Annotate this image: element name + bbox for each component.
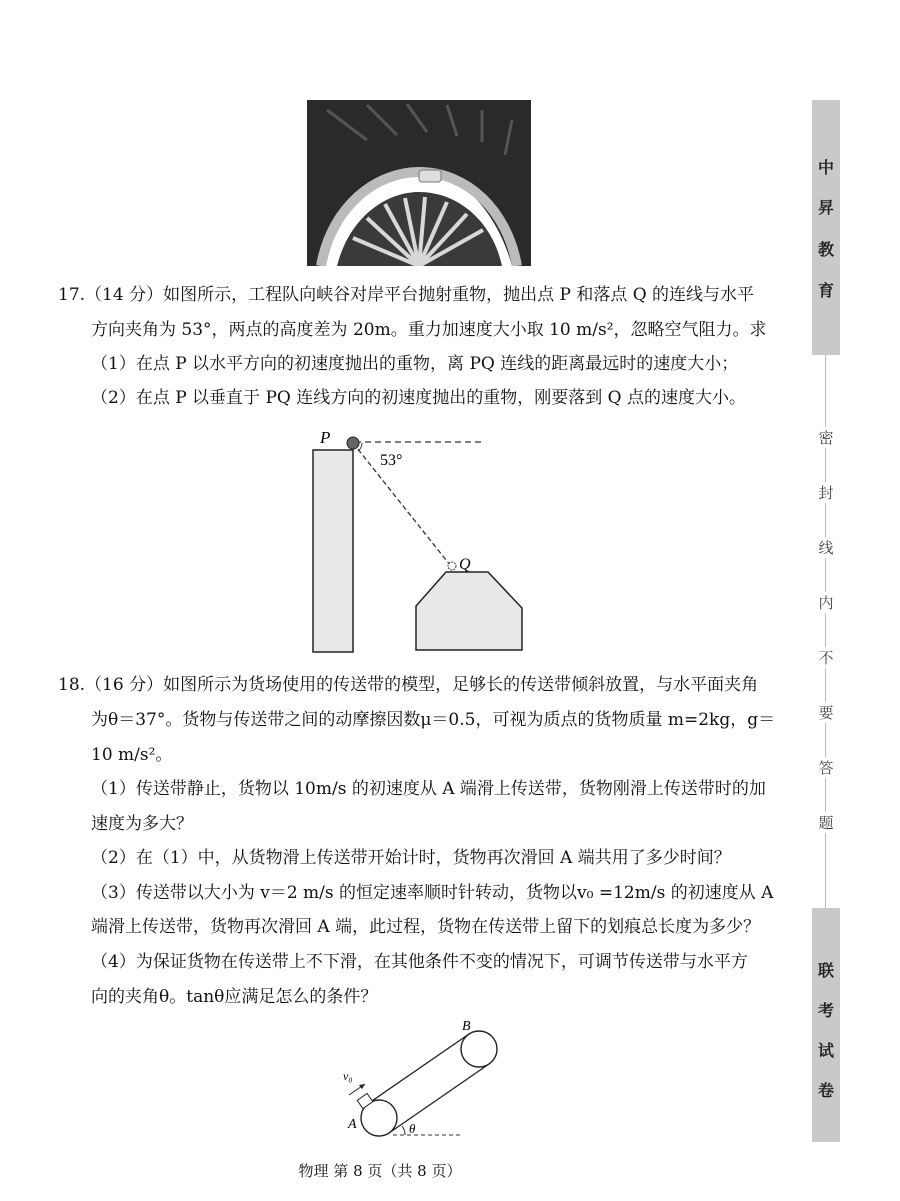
q17-line-3: （1）在点 P 以水平方向的初速度抛出的重物，离 PQ 连线的距离最远时的速度大小； xyxy=(91,354,739,374)
q17-line-2: 方向夹角为 53°，两点的高度差为 20m。重力加速度大小取 10 m/s²，忽略空气阻力。求 xyxy=(91,320,767,340)
label-v0: v₀ xyxy=(343,1069,353,1083)
q18-line-5: 速度为多大？ xyxy=(91,814,193,834)
strip-char: 昇 xyxy=(817,198,834,217)
q18-line-1: 18.（16 分）如图所示为货场使用的传送带的模型，足够长的传送带倾斜放置，与水平面夹角 xyxy=(58,675,759,695)
belt-top xyxy=(369,1034,469,1103)
belt-bottom xyxy=(389,1064,489,1133)
q18-line-10: 向的夹角θ。tanθ应满足怎么的条件？ xyxy=(91,987,378,1007)
label-p: P xyxy=(320,430,331,447)
q18-line-4: （1）传送带静止，货物以 10m/s 的初速度从 A 端滑上传送带，货物刚滑上传送带时的加 xyxy=(91,779,766,799)
q18-line-3: 10 m/s²。 xyxy=(91,745,173,765)
strip-char: 联 xyxy=(817,961,834,980)
q17-figure xyxy=(300,430,540,656)
tire-photo xyxy=(307,100,531,266)
q18-line-7: （3）传送带以大小为 v＝2 m/s 的恒定速率顺时针转动，货物以v₀ =12m/s 的初速度从 A xyxy=(91,883,774,903)
strip-char: 卷 xyxy=(817,1081,834,1100)
point-p xyxy=(347,437,359,449)
q18-line-6: （2）在（1）中，从货物滑上传送带开始计时，货物再次滑回 A 端共用了多少时间？ xyxy=(91,848,731,868)
strip-char: 密 xyxy=(812,427,840,448)
strip-char: 答 xyxy=(812,757,840,778)
theta-arc xyxy=(402,1126,405,1135)
q18-line-2: 为θ＝37°。货物与传送带之间的动摩擦因数μ＝0.5，可视为质点的货物质量 m=2kg，g＝ xyxy=(91,710,776,730)
angle-label: 53° xyxy=(380,452,403,469)
q17-line-4: （2）在点 P 以垂直于 PQ 连线方向的初速度抛出的重物，刚要落到 Q 点的速度大小。 xyxy=(91,388,746,408)
q18-line-9: （4）为保证货物在传送带上不下滑，在其他条件不变的情况下，可调节传送带与水平方 xyxy=(91,952,748,972)
strip-char: 不 xyxy=(812,647,840,668)
strip-char: 题 xyxy=(812,812,840,833)
label-b: B xyxy=(462,1019,471,1034)
strip-char: 封 xyxy=(812,482,840,503)
label-a: A xyxy=(348,1117,357,1132)
right-platform xyxy=(416,572,522,650)
strip-char: 中 xyxy=(817,158,834,177)
side-strip-top-band xyxy=(812,100,840,355)
left-cliff xyxy=(313,450,353,652)
side-strip xyxy=(812,100,840,1142)
q17-line-1: 17.（14 分）如图所示，工程队向峡谷对岸平台抛射重物，抛出点 P 和落点 Q 的连线与水平 xyxy=(58,285,755,305)
strip-char: 内 xyxy=(812,592,840,613)
strip-char: 育 xyxy=(817,281,834,300)
side-strip-bottom-band xyxy=(812,908,840,1142)
q18-line-8: 端滑上传送带，货物再次滑回 A 端，此过程，货物在传送带上留下的划痕总长度为多少？ xyxy=(91,917,761,937)
strip-char: 考 xyxy=(817,1001,834,1020)
strip-char: 线 xyxy=(812,537,840,558)
page-footer: 物理 第 8 页（共 8 页） xyxy=(298,1162,462,1180)
q18-conveyor-figure xyxy=(335,1018,515,1148)
point-q xyxy=(448,562,456,570)
strip-char: 试 xyxy=(817,1041,834,1060)
strip-char: 要 xyxy=(812,702,840,723)
label-q: Q xyxy=(459,556,471,573)
strip-char: 教 xyxy=(817,240,834,259)
label-theta: θ xyxy=(409,1121,416,1136)
